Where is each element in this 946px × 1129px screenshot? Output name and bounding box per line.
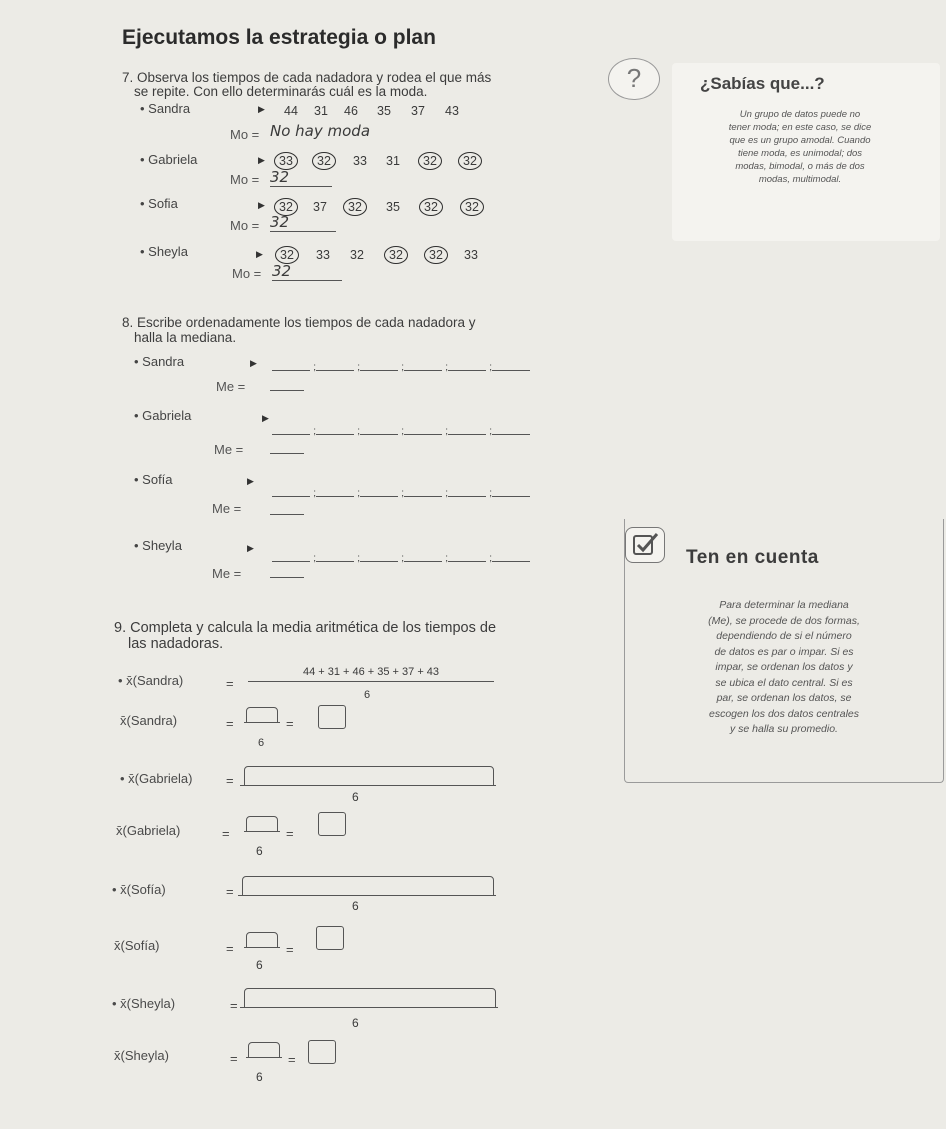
swimmer-name: • Sheyla bbox=[134, 538, 182, 553]
numerator-box[interactable] bbox=[248, 1042, 280, 1058]
result-box[interactable] bbox=[308, 1040, 336, 1064]
median-answer-line[interactable] bbox=[270, 390, 304, 391]
equals-sign: = bbox=[226, 676, 234, 691]
keep-in-mind-text: Para determinar la mediana (Me), se procede de dos formas, dependiendo de si el número de datos es par o impar. Si es impar, se ordenan los datos y se ubica el dato central. Si es par, se ordenan los datos, se escogen los dos datos centrales y se halla su promedio. bbox=[708, 599, 860, 735]
mean-label: x̄(Sofía) bbox=[114, 938, 160, 953]
question-mark-icon: ? bbox=[608, 58, 660, 100]
fraction-bar bbox=[244, 947, 280, 948]
swimmer-name: • Sheyla bbox=[140, 244, 188, 259]
mean-label: • x̄(Sandra) bbox=[118, 673, 184, 688]
result-box[interactable] bbox=[318, 705, 346, 729]
fraction-bar bbox=[244, 722, 280, 723]
result-box[interactable] bbox=[316, 926, 344, 950]
swimmer-name: • Gabriela bbox=[134, 408, 192, 423]
equals-sign: = bbox=[226, 884, 234, 899]
mode-label: Mo = bbox=[230, 218, 260, 233]
question-9-line2: las nadadoras. bbox=[128, 636, 224, 652]
fraction-bar bbox=[244, 831, 280, 832]
did-you-know-heading: ¿Sabías que...? bbox=[700, 74, 825, 93]
fraction-bar bbox=[238, 895, 496, 896]
mode-label: Mo = bbox=[230, 127, 260, 142]
arrow-icon: ▶ bbox=[250, 358, 257, 368]
equals-sign: = bbox=[226, 773, 234, 788]
did-you-know-text: Un grupo de datos puede no tener moda; en este caso, se dice que es un grupo amodal. Cuando tiene moda, es unimodal; dos modas, bimodal, o más de dos modas, multimodal. bbox=[728, 109, 872, 185]
mean-label: x̄(Sandra) bbox=[120, 713, 178, 728]
arrow-icon: ▶ bbox=[258, 104, 265, 114]
mode-answer[interactable]: 32 bbox=[270, 168, 332, 187]
swimmer-name: • Sandra bbox=[134, 354, 185, 369]
swimmer-name: • Sandra bbox=[140, 101, 191, 116]
times-row-sheyla: 32 33 32 32 32 33 bbox=[266, 246, 486, 264]
equals-sign: = bbox=[222, 826, 230, 841]
mean-label: x̄(Sheyla) bbox=[114, 1048, 169, 1063]
sum-box[interactable] bbox=[244, 766, 494, 786]
question-number: 7. bbox=[122, 70, 134, 85]
equals-sign: = bbox=[286, 826, 294, 841]
denominator: 6 bbox=[256, 958, 263, 972]
swimmer-name: • Sofía bbox=[134, 472, 173, 487]
mean-label: x̄(Gabriela) bbox=[116, 823, 181, 838]
equals-sign: = bbox=[288, 1052, 296, 1067]
ordered-times-blanks[interactable] bbox=[272, 549, 536, 567]
question-8 bbox=[122, 315, 476, 331]
question-number: 9. bbox=[114, 620, 127, 636]
denominator: 6 bbox=[352, 790, 359, 804]
mode-answer[interactable]: No hay moda bbox=[270, 122, 371, 140]
numerator-box[interactable] bbox=[246, 707, 278, 723]
arrow-icon: ▶ bbox=[247, 543, 254, 553]
equals-sign: = bbox=[230, 998, 238, 1013]
arrow-icon: ▶ bbox=[247, 476, 254, 486]
swimmer-name: • Sofia bbox=[140, 196, 178, 211]
equals-sign: = bbox=[286, 942, 294, 957]
mode-label: Mo = bbox=[230, 172, 260, 187]
denominator: 6 bbox=[364, 689, 371, 701]
result-box[interactable] bbox=[318, 812, 346, 836]
equals-sign: = bbox=[230, 1051, 238, 1066]
sum-box[interactable] bbox=[242, 876, 494, 896]
median-label: Me = bbox=[212, 501, 242, 516]
median-label: Me = bbox=[216, 379, 246, 394]
denominator: 6 bbox=[256, 1070, 263, 1084]
question-number: 8. bbox=[122, 315, 134, 330]
equals-sign: = bbox=[226, 716, 234, 731]
denominator: 6 bbox=[258, 737, 265, 749]
median-label: Me = bbox=[214, 442, 244, 457]
arrow-icon: ▶ bbox=[258, 200, 265, 210]
question-text: Observa los tiempos de cada nadadora y rodea el que más bbox=[137, 70, 492, 85]
mean-label: • x̄(Gabriela) bbox=[120, 771, 193, 786]
denominator: 6 bbox=[352, 1016, 359, 1030]
question-8-line2: halla la mediana. bbox=[134, 330, 237, 345]
arrow-icon: ▶ bbox=[262, 413, 269, 423]
mode-answer[interactable]: 32 bbox=[272, 262, 342, 281]
median-label: Me = bbox=[212, 566, 242, 581]
keep-in-mind-heading: Ten en cuenta bbox=[686, 547, 819, 568]
question-text: Escribe ordenadamente los tiempos de cada nadadora y bbox=[137, 315, 476, 330]
pencil-check-icon bbox=[625, 527, 665, 563]
denominator: 6 bbox=[256, 844, 263, 858]
mode-label: Mo = bbox=[232, 266, 262, 281]
times-row-sofia: 32 37 32 35 32 32 bbox=[266, 198, 492, 216]
numerator-box[interactable] bbox=[246, 816, 278, 832]
median-answer-line[interactable] bbox=[270, 453, 304, 454]
ordered-times-blanks[interactable] bbox=[272, 422, 536, 440]
question-text: Completa y calcula la media aritmética de los tiempos de bbox=[130, 620, 497, 636]
fraction-bar bbox=[240, 1007, 498, 1008]
mean-label: • x̄(Sheyla) bbox=[112, 996, 176, 1011]
ordered-times-blanks[interactable] bbox=[272, 484, 536, 502]
page-title: Ejecutamos la estrategia o plan bbox=[122, 26, 436, 49]
sum-box[interactable] bbox=[244, 988, 496, 1008]
ordered-times-blanks[interactable] bbox=[272, 358, 536, 376]
arrow-icon: ▶ bbox=[256, 249, 263, 259]
swimmer-name: • Gabriela bbox=[140, 152, 198, 167]
fraction-bar bbox=[240, 785, 496, 786]
median-answer-line[interactable] bbox=[270, 514, 304, 515]
mean-label: • x̄(Sofía) bbox=[112, 882, 166, 897]
median-answer-line[interactable] bbox=[270, 577, 304, 578]
question-7-line2: se repite. Con ello determinarás cuál es la moda. bbox=[134, 84, 428, 99]
denominator: 6 bbox=[352, 899, 359, 913]
numerator-box[interactable] bbox=[246, 932, 278, 948]
times-row-gabriela: 33 32 33 31 32 32 bbox=[268, 152, 490, 170]
arrow-icon: ▶ bbox=[258, 155, 265, 165]
equals-sign: = bbox=[286, 716, 294, 731]
fraction-bar bbox=[246, 1057, 282, 1058]
times-row-sandra: 44 31 46 35 37 43 bbox=[284, 104, 459, 118]
sum-expression: 44 + 31 + 46 + 35 + 37 + 43 bbox=[248, 666, 494, 682]
mode-answer[interactable]: 32 bbox=[270, 213, 336, 232]
question-9 bbox=[114, 620, 496, 636]
equals-sign: = bbox=[226, 941, 234, 956]
